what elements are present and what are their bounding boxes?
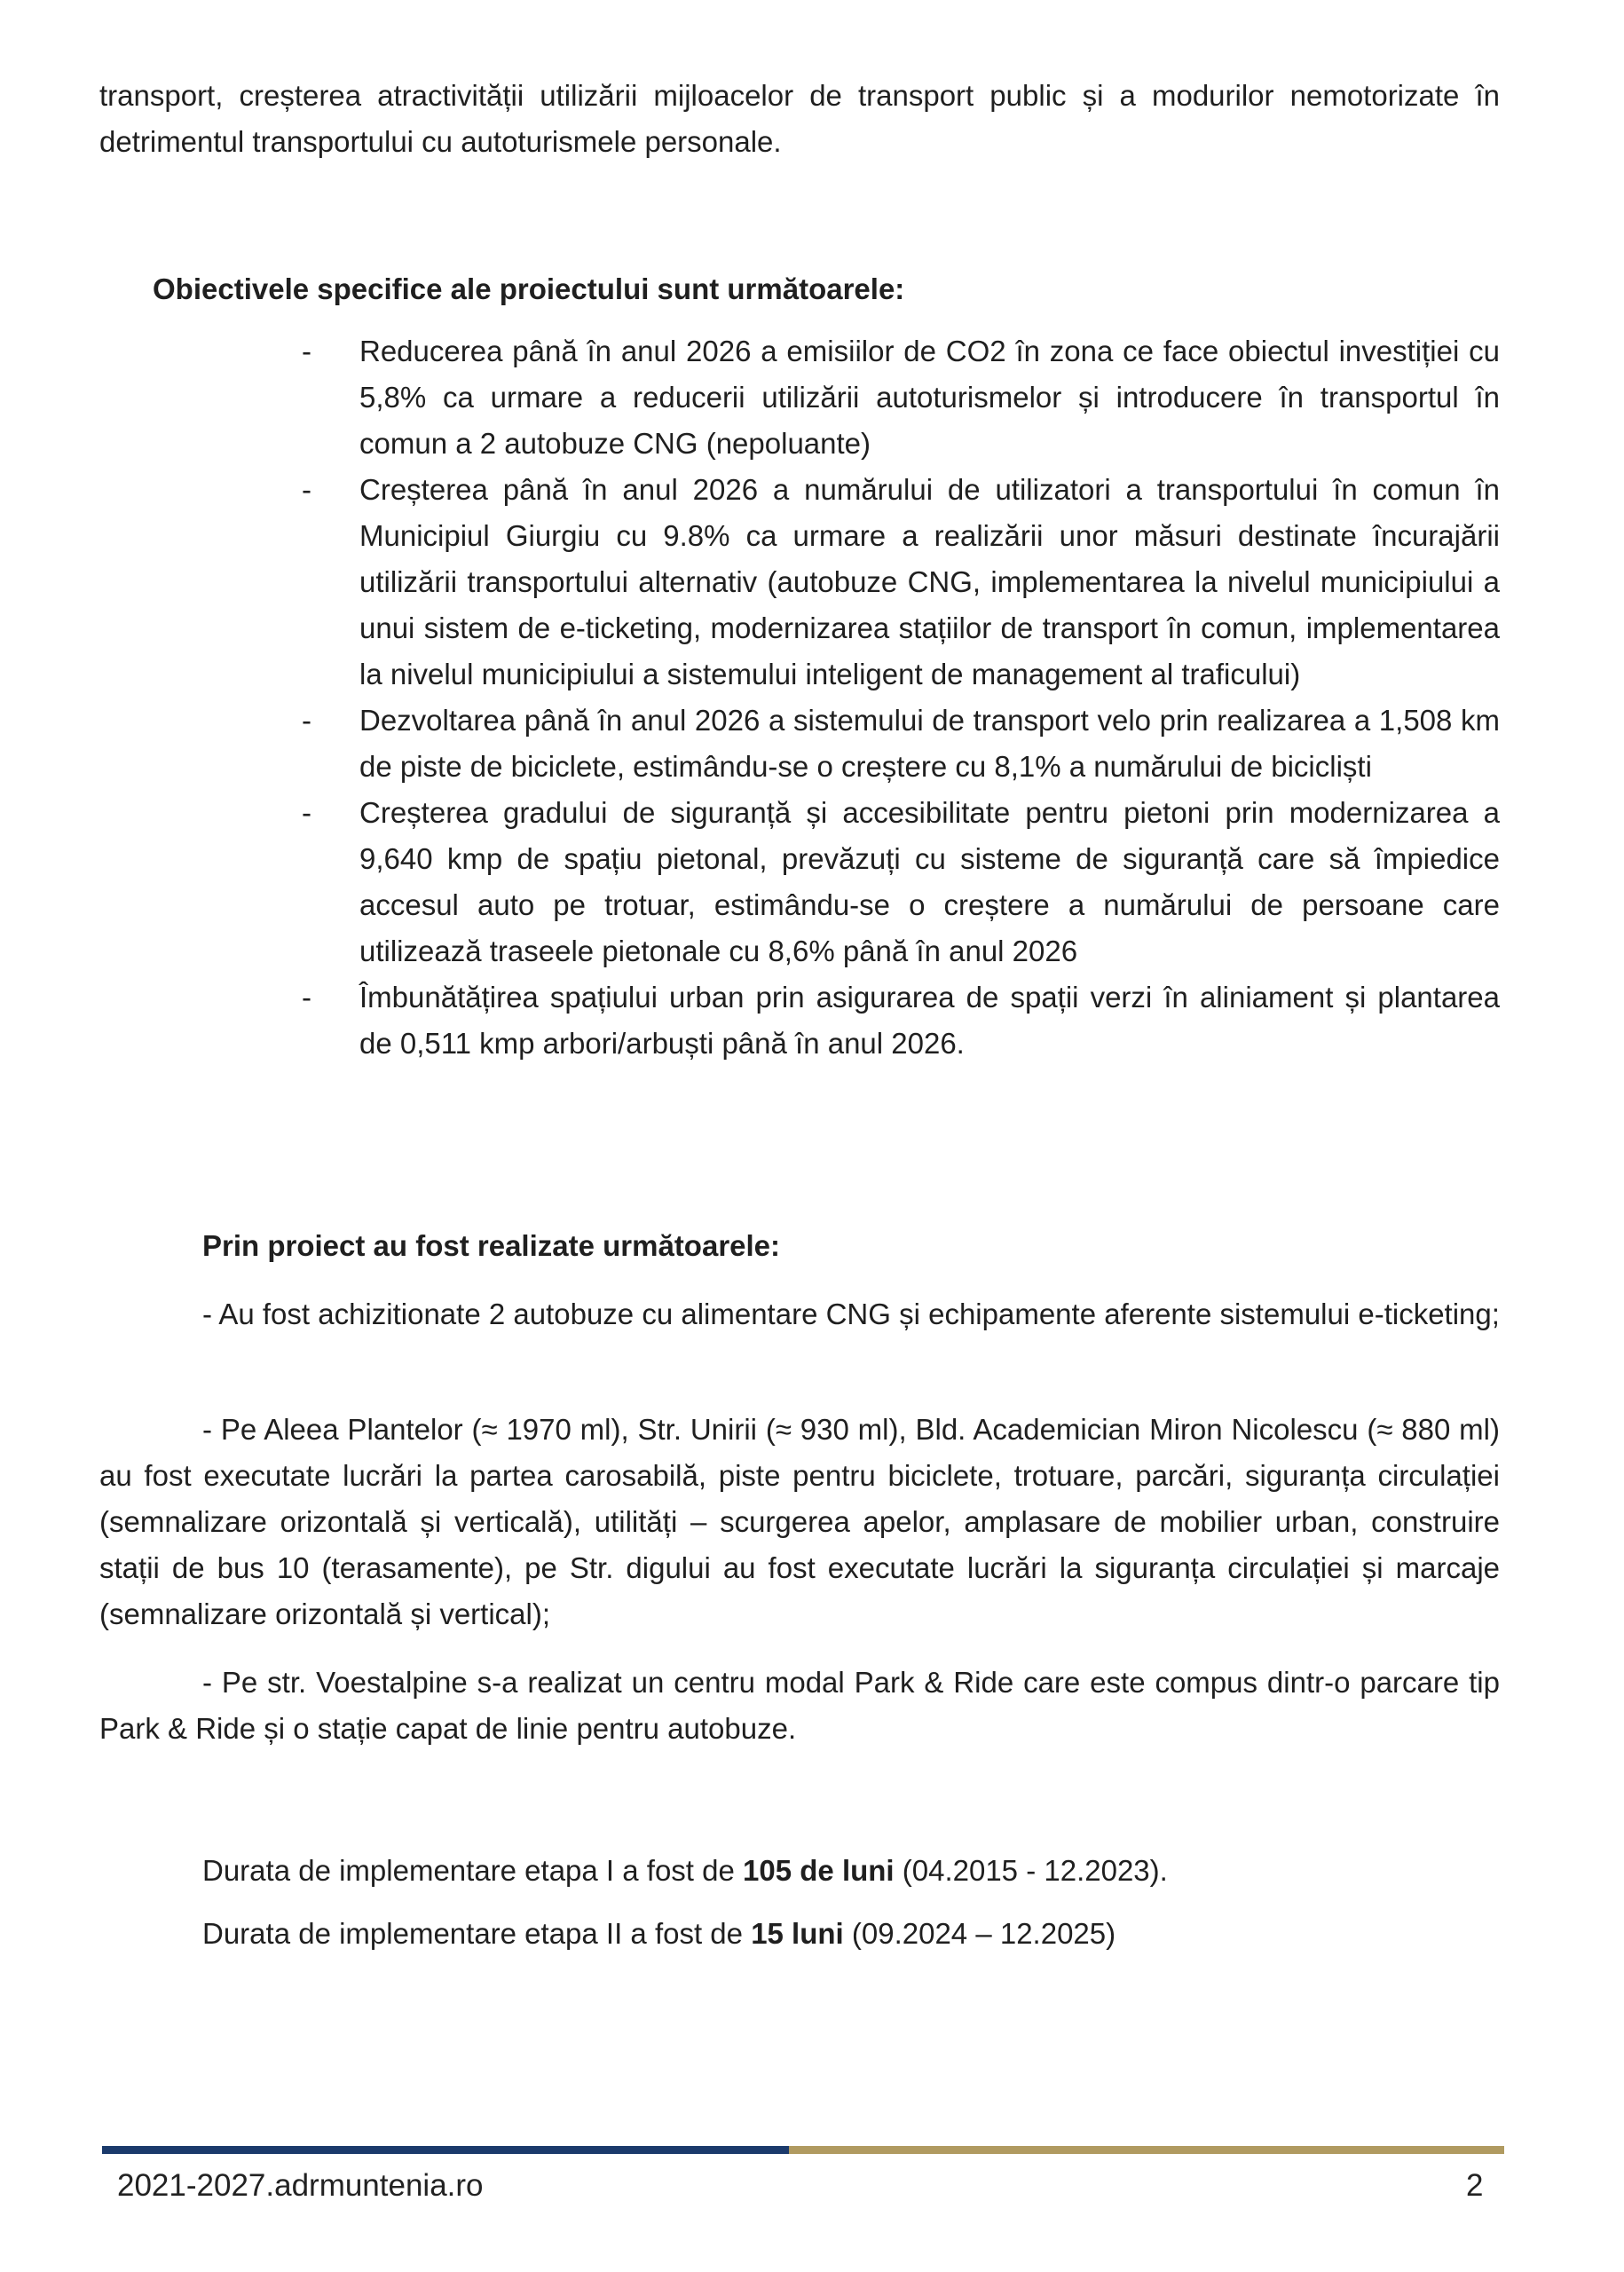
footer-website-link[interactable]: 2021-2027.adrmuntenia.ro	[117, 2168, 484, 2203]
objective-text: Creșterea gradului de siguranță și accesibilitate pentru pietoni prin modernizarea a 9,640 kmp de spațiu pietonal, prevăzuți cu sisteme de siguranță care să împiedice accesul auto pe trotuar, estimându-se o creștere a numărului de persoane care utilizează traseele pietonale cu 8,6% până în anul 2026	[359, 796, 1500, 967]
objective-text: Reducerea până în anul 2026 a emisiilor de CO2 în zona ce face obiectul investiției cu 5,8% ca urmare a reducerii utilizării autoturismelor și introducere în transportul în comun a 2 autobuze CNG (nepoluante)	[359, 335, 1500, 460]
objectives-list	[302, 328, 1500, 1067]
list-item	[302, 328, 1500, 467]
list-item	[302, 467, 1500, 698]
intro-paragraph: transport, creșterea atractivității utilizării mijloacelor de transport public și a modurilor nemotorizate în detrimentul transportului cu autoturismele personale.	[99, 79, 1500, 158]
realization-paragraph: - Pe str. Voestalpine s-a realizat un centru modal Park & Ride care este compus dintr-o parcare tip Park & Ride și o stație capat de linie pentru autobuze.	[99, 1666, 1500, 1745]
duration-prefix: Durata de implementare etapa I a fost de	[202, 1854, 744, 1887]
page-number: 2	[1466, 2168, 1484, 2203]
list-item	[302, 698, 1500, 790]
list-item	[302, 974, 1500, 1067]
realizations-heading: Prin proiect au fost realizate următoarele:	[202, 1229, 781, 1262]
footer-divider-blue	[102, 2146, 789, 2154]
realization-paragraph: - Pe Aleea Plantelor (≈ 1970 ml), Str. Unirii (≈ 930 ml), Bld. Academician Miron Nicolescu (≈ 880 ml) au fost executate lucrări la partea carosabilă, piste pentru biciclete, trotuare, parcări, siguranța circulației (semnalizare orizontală și verticală), utilități – scurgerea apelor, amplasare de mobilier urban, construire stații de bus 10 (terasamente), pe Str. digului au fost executate lucrări la siguranța circulației și marcaje (semnalizare orizontală și vertical);	[99, 1413, 1500, 1630]
footer-divider-gold	[789, 2146, 1504, 2154]
duration-period: (04.2015 - 12.2023).	[894, 1854, 1168, 1887]
duration-value: 15 luni	[751, 1917, 844, 1950]
duration-period: (09.2024 – 12.2025)	[843, 1917, 1116, 1950]
bullet-dash: -	[302, 796, 311, 829]
duration-stage-1	[202, 1848, 1168, 1894]
bullet-dash: -	[302, 981, 311, 1014]
objective-text: Îmbunătățirea spațiului urban prin asigurarea de spații verzi în aliniament și plantarea de 0,511 kmp arbori/arbuști până în anul 2026.	[359, 981, 1500, 1060]
objective-text: Dezvoltarea până în anul 2026 a sistemului de transport velo prin realizarea a 1,508 km de piste de biciclete, estimându-se o creștere cu 8,1% a numărului de bicicliști	[359, 704, 1500, 783]
bullet-dash: -	[302, 473, 311, 506]
footer-divider	[102, 2146, 1504, 2154]
realization-paragraph: - Au fost achizitionate 2 autobuze cu alimentare CNG și echipamente aferente sistemului e-ticketing;	[202, 1298, 1500, 1330]
bullet-dash: -	[302, 704, 311, 737]
duration-stage-2	[202, 1911, 1116, 1957]
bullet-dash: -	[302, 335, 311, 367]
objective-text: Creșterea până în anul 2026 a numărului de utilizatori a transportului în comun în Municipiul Giurgiu cu 9.8% ca urmare a realizării unor măsuri destinate încurajării utilizării transportului alternativ (autobuze CNG, implementarea la nivelul municipiului a unui sistem de e-ticketing, modernizarea stațiilor de transport în comun, implementarea la nivelul municipiului a sistemului inteligent de management al traficului)	[359, 473, 1500, 690]
duration-value: 105 de luni	[743, 1854, 895, 1887]
duration-prefix: Durata de implementare etapa II a fost de	[202, 1917, 752, 1950]
objectives-heading: Obiectivele specifice ale proiectului sunt următoarele:	[153, 272, 905, 305]
list-item	[302, 790, 1500, 974]
